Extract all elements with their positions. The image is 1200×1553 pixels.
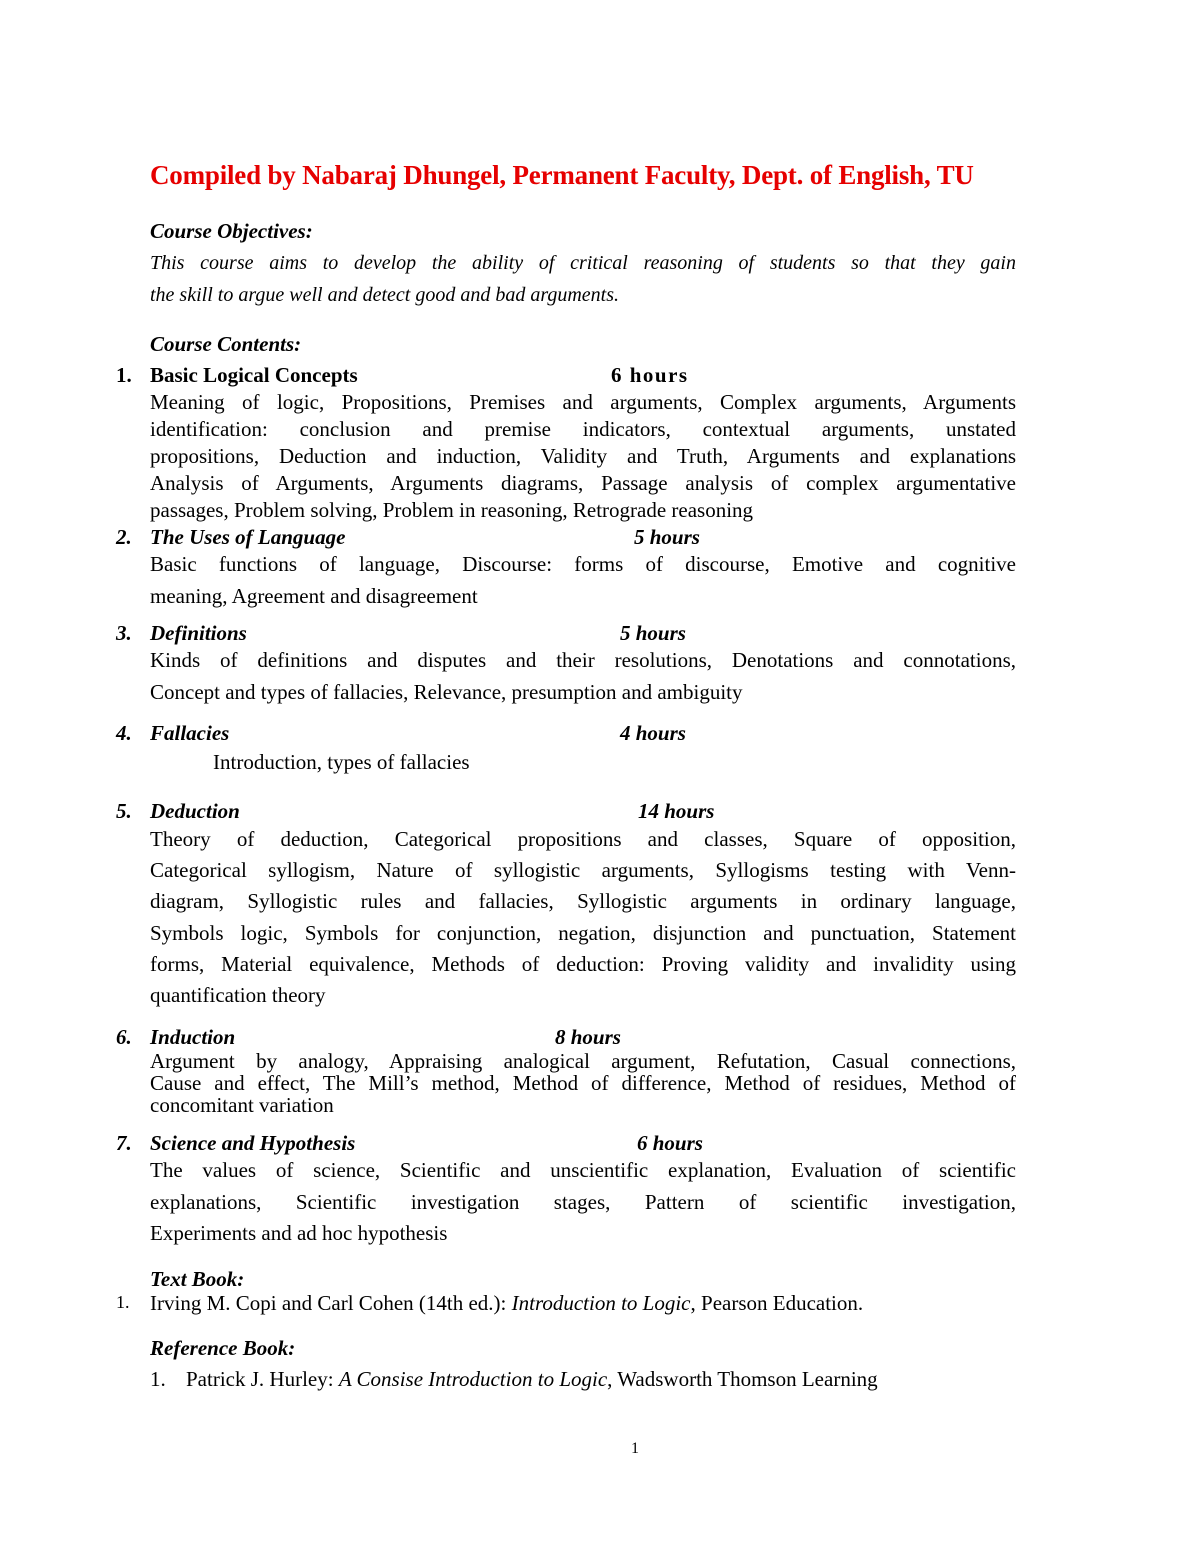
unit-3-title: Definitions	[150, 621, 247, 645]
unit-6-line-2: Cause and effect, The Mill’s method, Method of difference, Method of residues, Method of	[150, 1071, 1016, 1095]
unit-4-line-1: Introduction, types of fallacies	[213, 750, 470, 774]
unit-5-line-5: forms, Material equivalence, Methods of deduction: Proving validity and invalidity using	[150, 952, 1016, 976]
unit-5-line-6: quantification theory	[150, 983, 326, 1007]
unit-6-number: 6.	[116, 1025, 132, 1049]
unit-1-line-5: passages, Problem solving, Problem in reasoning, Retrograde reasoning	[150, 498, 754, 522]
text-book-entry	[150, 1291, 863, 1316]
objectives-line-1: This course aims to develop the ability of critical reasoning of students so that they gain	[150, 252, 1016, 274]
unit-2-title: The Uses of Language	[150, 525, 346, 549]
unit-3-line-2: Concept and types of fallacies, Relevance, presumption and ambiguity	[150, 680, 743, 704]
unit-2-line-1: Basic functions of language, Discourse: forms of discourse, Emotive and cognitive	[150, 552, 1016, 576]
unit-7-hours: 6 hours	[637, 1131, 703, 1155]
reference-book-entry	[186, 1367, 878, 1392]
contents-heading: Course Contents:	[150, 332, 302, 356]
unit-2-hours: 5 hours	[634, 525, 700, 549]
unit-1-line-4: Analysis of Arguments, Arguments diagrams, Passage analysis of complex argumentative	[150, 471, 1016, 495]
unit-4-number: 4.	[116, 721, 132, 745]
unit-6-line-1: Argument by analogy, Appraising analogical argument, Refutation, Casual connections,	[150, 1049, 1016, 1073]
reference-book-number: 1.	[150, 1367, 166, 1391]
text-book-author: Irving M. Copi and Carl Cohen (14th ed.):	[150, 1291, 512, 1315]
unit-2-number: 2.	[116, 525, 132, 549]
unit-7-title: Science and Hypothesis	[150, 1131, 356, 1155]
unit-1-number: 1.	[116, 363, 132, 387]
unit-5-line-1: Theory of deduction, Categorical propositions and classes, Square of opposition,	[150, 827, 1016, 851]
text-book-title: Introduction to Logic	[511, 1291, 691, 1315]
text-book-number: 1.	[116, 1292, 130, 1312]
unit-4-hours: 4 hours	[620, 721, 686, 745]
unit-1-line-2: identification: conclusion and premise indicators, contextual arguments, unstated	[150, 417, 1016, 441]
unit-5-hours: 14 hours	[638, 799, 715, 823]
unit-3-hours: 5 hours	[620, 621, 686, 645]
unit-2-line-2: meaning, Agreement and disagreement	[150, 584, 478, 608]
unit-1-title: Basic Logical Concepts	[150, 363, 358, 387]
unit-5-title: Deduction	[150, 799, 240, 823]
objectives-line-2: the skill to argue well and detect good and bad arguments.	[150, 284, 620, 306]
unit-1-hours: 6 hours	[611, 363, 689, 387]
unit-3-number: 3.	[116, 621, 132, 645]
unit-7-number: 7.	[116, 1131, 132, 1155]
reference-book-author: Patrick J. Hurley:	[186, 1367, 339, 1391]
objectives-heading: Course Objectives:	[150, 219, 313, 243]
reference-book-publisher: , Wadsworth Thomson Learning	[607, 1367, 878, 1391]
unit-7-line-2: explanations, Scientific investigation stages, Pattern of scientific investigation,	[150, 1190, 1016, 1214]
unit-6-hours: 8 hours	[555, 1025, 621, 1049]
unit-1-line-1: Meaning of logic, Propositions, Premises and arguments, Complex arguments, Arguments	[150, 390, 1016, 414]
reference-book-title: A Consise Introduction to Logic	[338, 1367, 608, 1391]
text-book-publisher: , Pearson Education.	[690, 1291, 864, 1315]
unit-4-title: Fallacies	[150, 721, 230, 745]
unit-1-line-3: propositions, Deduction and induction, Validity and Truth, Arguments and explanations	[150, 444, 1016, 468]
unit-5-line-4: Symbols logic, Symbols for conjunction, negation, disjunction and punctuation, Statement	[150, 921, 1016, 945]
unit-5-line-2: Categorical syllogism, Nature of syllogistic arguments, Syllogisms testing with Venn-	[150, 858, 1016, 882]
text-book-heading: Text Book:	[150, 1267, 245, 1291]
unit-5-number: 5.	[116, 799, 132, 823]
unit-7-line-1: The values of science, Scientific and unscientific explanation, Evaluation of scientific	[150, 1158, 1016, 1182]
compiler-title: Compiled by Nabaraj Dhungel, Permanent Faculty, Dept. of English, TU	[150, 160, 974, 190]
unit-5-line-3: diagram, Syllogistic rules and fallacies, Syllogistic arguments in ordinary language,	[150, 889, 1016, 913]
unit-3-line-1: Kinds of definitions and disputes and their resolutions, Denotations and connotations,	[150, 648, 1016, 672]
page-number: 1	[631, 1440, 639, 1457]
unit-6-title: Induction	[150, 1025, 236, 1049]
unit-7-line-3: Experiments and ad hoc hypothesis	[150, 1221, 448, 1245]
unit-6-line-3: concomitant variation	[150, 1093, 334, 1117]
reference-book-heading: Reference Book:	[150, 1336, 296, 1360]
